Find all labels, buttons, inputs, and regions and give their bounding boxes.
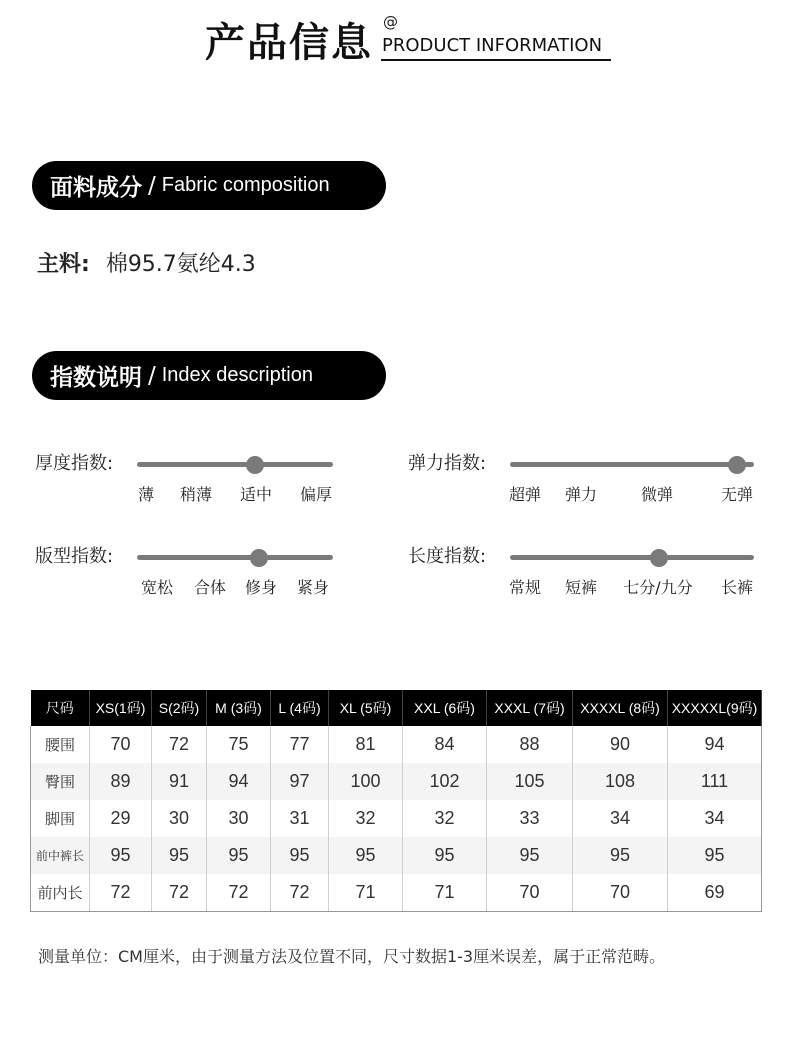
table-cell: 75 xyxy=(207,726,271,763)
table-header-cell: S(2码) xyxy=(152,690,207,726)
table-cell: 30 xyxy=(152,800,207,837)
at-symbol: @ xyxy=(383,13,398,31)
table-row xyxy=(31,874,762,912)
thickness-option: 薄 xyxy=(137,485,155,504)
thickness-option: 适中 xyxy=(239,485,273,504)
table-cell: 70 xyxy=(487,874,573,912)
fit-index-track xyxy=(137,555,333,560)
table-cell: 31 xyxy=(271,800,329,837)
table-cell: 95 xyxy=(90,837,152,874)
thickness-option: 稍薄 xyxy=(179,485,213,504)
page-title-cn: 产品信息 xyxy=(205,20,373,66)
table-cell: 90 xyxy=(573,726,668,763)
section-title-en: Fabric composition xyxy=(161,174,330,196)
page-title-en: PRODUCT INFORMATION xyxy=(382,35,603,56)
length-option: 七分/九分 xyxy=(623,578,693,597)
fit-index-label: 版型指数: xyxy=(35,546,114,567)
table-row xyxy=(31,800,762,837)
table-cell: 72 xyxy=(207,874,271,912)
table-row xyxy=(31,726,762,763)
elasticity-option: 无弹 xyxy=(720,485,754,504)
table-header-cell: XXXXXL(9码) xyxy=(668,690,762,726)
elasticity-option: 超弹 xyxy=(508,485,542,504)
table-header-cell: M (3码) xyxy=(207,690,271,726)
table-cell: 95 xyxy=(573,837,668,874)
table-header-cell: XXXXL (8码) xyxy=(573,690,668,726)
row-header-cell: 前内长 xyxy=(31,874,90,912)
table-cell: 95 xyxy=(271,837,329,874)
length-option: 常规 xyxy=(508,578,542,597)
table-row xyxy=(31,837,762,874)
section-header-index xyxy=(32,351,386,400)
length-option: 长裤 xyxy=(720,578,754,597)
table-cell: 69 xyxy=(668,874,762,912)
table-cell: 70 xyxy=(573,874,668,912)
size-table xyxy=(30,690,762,912)
table-cell: 95 xyxy=(668,837,762,874)
table-cell: 34 xyxy=(573,800,668,837)
thickness-option: 偏厚 xyxy=(299,485,333,504)
table-cell: 111 xyxy=(668,763,762,800)
table-cell: 108 xyxy=(573,763,668,800)
length-index-knob xyxy=(650,549,668,567)
table-header-cell: 尺码 xyxy=(31,690,90,726)
table-cell: 30 xyxy=(207,800,271,837)
table-cell: 77 xyxy=(271,726,329,763)
section-title-en: Index description xyxy=(161,364,313,386)
length-option: 短裤 xyxy=(564,578,598,597)
fabric-composition-row xyxy=(37,250,256,280)
table-cell: 88 xyxy=(487,726,573,763)
table-cell: 100 xyxy=(329,763,403,800)
table-cell: 97 xyxy=(271,763,329,800)
length-index-track xyxy=(510,555,754,560)
fit-index-knob xyxy=(250,549,268,567)
table-cell: 33 xyxy=(487,800,573,837)
elasticity-index-track xyxy=(510,462,754,467)
table-cell: 105 xyxy=(487,763,573,800)
section-separator: / xyxy=(148,362,156,389)
fit-option: 紧身 xyxy=(296,578,330,597)
table-cell: 81 xyxy=(329,726,403,763)
length-index-label: 长度指数: xyxy=(408,546,487,567)
table-cell: 32 xyxy=(403,800,487,837)
table-header-cell: XXXL (7码) xyxy=(487,690,573,726)
section-title-cn: 指数说明 xyxy=(50,365,142,391)
table-cell: 95 xyxy=(403,837,487,874)
row-header-cell: 前中裤长 xyxy=(31,837,90,874)
table-cell: 91 xyxy=(152,763,207,800)
thickness-index-label: 厚度指数: xyxy=(35,453,114,474)
table-header-cell: L (4码) xyxy=(271,690,329,726)
table-cell: 95 xyxy=(487,837,573,874)
table-cell: 72 xyxy=(90,874,152,912)
table-cell: 95 xyxy=(152,837,207,874)
table-cell: 72 xyxy=(152,726,207,763)
table-cell: 94 xyxy=(207,763,271,800)
table-cell: 102 xyxy=(403,763,487,800)
row-header-cell: 腰围 xyxy=(31,726,90,763)
thickness-index-knob xyxy=(246,456,264,474)
section-header-fabric xyxy=(32,161,386,210)
table-cell: 72 xyxy=(271,874,329,912)
elasticity-index-knob xyxy=(728,456,746,474)
section-title-cn: 面料成分 xyxy=(50,175,142,201)
measurement-footnote: 测量单位：CM厘米，由于测量方法及位置不同，尺寸数据1-3厘米误差，属于正常范畴。 xyxy=(38,947,666,966)
table-cell: 71 xyxy=(403,874,487,912)
elasticity-option: 弹力 xyxy=(564,485,598,504)
table-cell: 94 xyxy=(668,726,762,763)
table-header-cell: XS(1码) xyxy=(90,690,152,726)
fit-option: 合体 xyxy=(193,578,227,597)
fabric-label: 主料: xyxy=(37,252,90,277)
table-cell: 32 xyxy=(329,800,403,837)
elasticity-option: 微弹 xyxy=(640,485,674,504)
table-row xyxy=(31,763,762,800)
table-cell: 71 xyxy=(329,874,403,912)
table-cell: 70 xyxy=(90,726,152,763)
title-underline xyxy=(381,59,611,61)
fabric-value: 棉95.7氨纶4.3 xyxy=(105,252,256,277)
row-header-cell: 臀围 xyxy=(31,763,90,800)
fit-option: 修身 xyxy=(244,578,278,597)
table-cell: 34 xyxy=(668,800,762,837)
table-header-row xyxy=(31,690,762,726)
fit-option: 宽松 xyxy=(140,578,174,597)
elasticity-index-label: 弹力指数: xyxy=(408,453,487,474)
row-header-cell: 脚围 xyxy=(31,800,90,837)
table-cell: 84 xyxy=(403,726,487,763)
table-header-cell: XL (5码) xyxy=(329,690,403,726)
table-cell: 95 xyxy=(329,837,403,874)
table-cell: 95 xyxy=(207,837,271,874)
table-cell: 72 xyxy=(152,874,207,912)
table-cell: 29 xyxy=(90,800,152,837)
table-header-cell: XXL (6码) xyxy=(403,690,487,726)
table-cell: 89 xyxy=(90,763,152,800)
thickness-index-track xyxy=(137,462,333,467)
section-separator: / xyxy=(148,172,156,199)
